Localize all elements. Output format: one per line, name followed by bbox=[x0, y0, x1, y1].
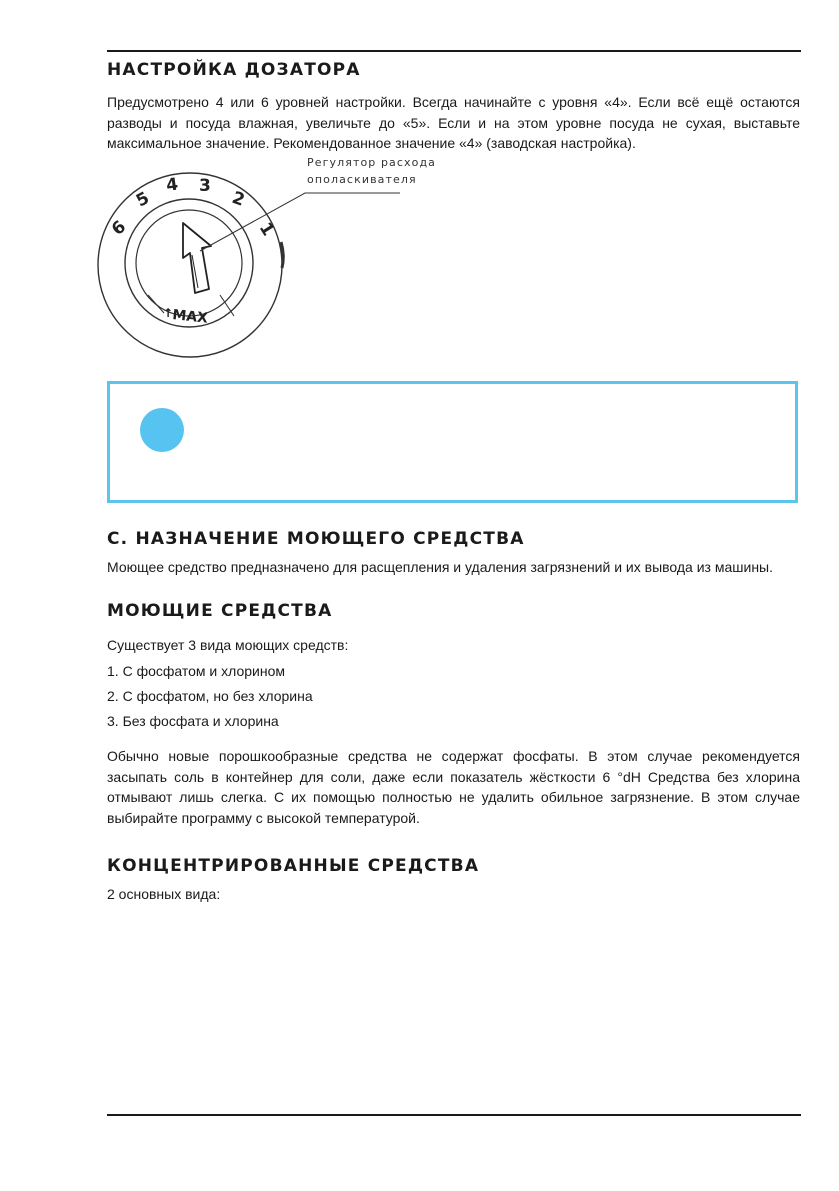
detergent-item-3: 3. Без фосфата и хлорина bbox=[107, 713, 279, 729]
top-rule bbox=[107, 50, 801, 52]
callout-label-line1: Регулятор расхода bbox=[307, 156, 437, 169]
dial-max-arrow: ↑ bbox=[163, 306, 174, 320]
dial-level-2: 2 bbox=[229, 187, 248, 211]
dial-level-1: 1 bbox=[254, 219, 278, 240]
detergent-item-1: 1. С фосфатом и хлорином bbox=[107, 663, 285, 679]
purpose-heading: C. НАЗНАЧЕНИЕ МОЮЩЕГО СРЕДСТВА bbox=[107, 529, 525, 549]
bottom-rule bbox=[107, 1114, 801, 1116]
dial-level-3: 3 bbox=[199, 176, 211, 196]
info-icon bbox=[140, 408, 184, 452]
detergents-heading: МОЮЩИЕ СРЕДСТВА bbox=[107, 601, 333, 621]
detergents-paragraph: Обычно новые порошкообразные средства не содержат фосфаты. В этом случае рекомендуется засыпать соль в контейнер для соли, даже если показатель жёсткости 6 °dH Средства без хлорина отмывают лишь слегка. С их помощью полностью не удалить обильное загрязнение. В этом случае выбирайте программу с высокой температурой. bbox=[107, 748, 800, 826]
rinse-aid-dial-diagram bbox=[95, 150, 445, 365]
dial-max-label: MAX bbox=[171, 307, 209, 327]
detergents-intro: Существует 3 вида моющих средств: bbox=[107, 637, 349, 653]
dial-level-6: 6 bbox=[107, 216, 131, 240]
callout-label-line2: ополаскивателя bbox=[307, 173, 417, 186]
info-note-box bbox=[107, 381, 798, 503]
concentrated-heading: КОНЦЕНТРИРОВАННЫЕ СРЕДСТВА bbox=[107, 856, 480, 876]
dispenser-paragraph: Предусмотрено 4 или 6 уровней настройки. Всегда начинайте с уровня «4». Если всё ещё остаются разводы и посуда влажная, увеличьте до «5». Если и на этом уровне посуда не сухая, выставьте максимальное значение. Рекомендованное значение «4» (заводская настройка). bbox=[107, 94, 800, 151]
dial-level-4: 4 bbox=[164, 174, 180, 196]
dial-level-5: 5 bbox=[132, 188, 153, 212]
detergent-item-2: 2. С фосфатом, но без хлорина bbox=[107, 688, 313, 704]
dispenser-heading: НАСТРОЙКА ДОЗАТОРА bbox=[107, 60, 361, 80]
purpose-paragraph: Моющее средство предназначено для расщепления и удаления загрязнений и их вывода из машины. bbox=[107, 559, 774, 575]
concentrated-intro: 2 основных вида: bbox=[107, 886, 221, 902]
